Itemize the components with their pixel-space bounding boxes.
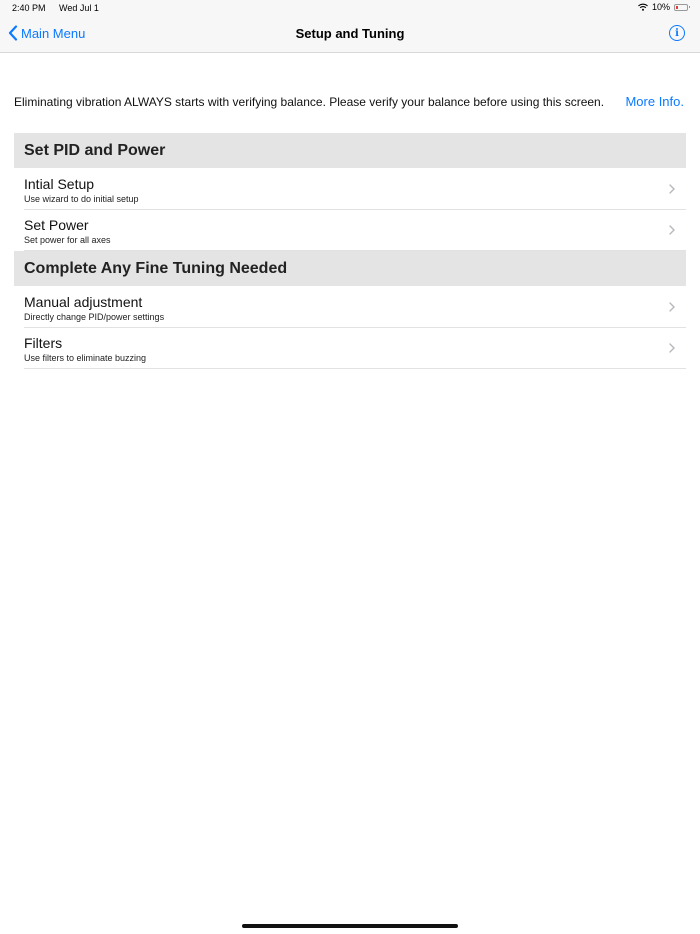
wifi-icon [638, 3, 648, 11]
status-time: 2:40 PM [12, 3, 46, 13]
row-title: Intial Setup [24, 176, 95, 192]
row-subtitle: Use filters to eliminate buzzing [24, 353, 147, 363]
section-header-fine-tuning: Complete Any Fine Tuning Needed [14, 251, 686, 286]
row-initial-setup[interactable] [24, 169, 686, 210]
chevron-right-icon [668, 342, 676, 354]
home-indicator[interactable] [242, 924, 458, 928]
chevron-right-icon [668, 301, 676, 313]
battery-icon [674, 4, 688, 11]
back-label: Main Menu [21, 25, 86, 41]
row-set-power[interactable] [24, 210, 686, 251]
row-filters[interactable] [24, 328, 686, 369]
row-subtitle: Directly change PID/power settings [24, 312, 165, 322]
row-title: Manual adjustment [24, 294, 143, 310]
row-subtitle: Use wizard to do initial setup [24, 194, 139, 204]
row-title: Filters [24, 335, 63, 351]
status-right [638, 2, 688, 12]
info-circle-icon[interactable]: i [669, 25, 685, 41]
page-title: Setup and Tuning [295, 26, 405, 41]
row-title: Set Power [24, 217, 89, 233]
status-date: Wed Jul 1 [59, 3, 99, 13]
balance-notice: Eliminating vibration ALWAYS starts with verifying balance. Please verify your balance before using this screen. [14, 95, 605, 109]
section-header-pid-power: Set PID and Power [14, 133, 686, 168]
nav-bar [0, 16, 700, 53]
row-manual-adjustment[interactable] [24, 287, 686, 328]
chevron-right-icon [668, 183, 676, 195]
more-info-link[interactable]: More Info. [625, 94, 684, 109]
chevron-right-icon [668, 224, 676, 236]
status-bar [0, 0, 700, 16]
battery-percent: 10% [651, 2, 670, 12]
status-left [12, 3, 110, 13]
row-subtitle: Set power for all axes [24, 235, 111, 245]
